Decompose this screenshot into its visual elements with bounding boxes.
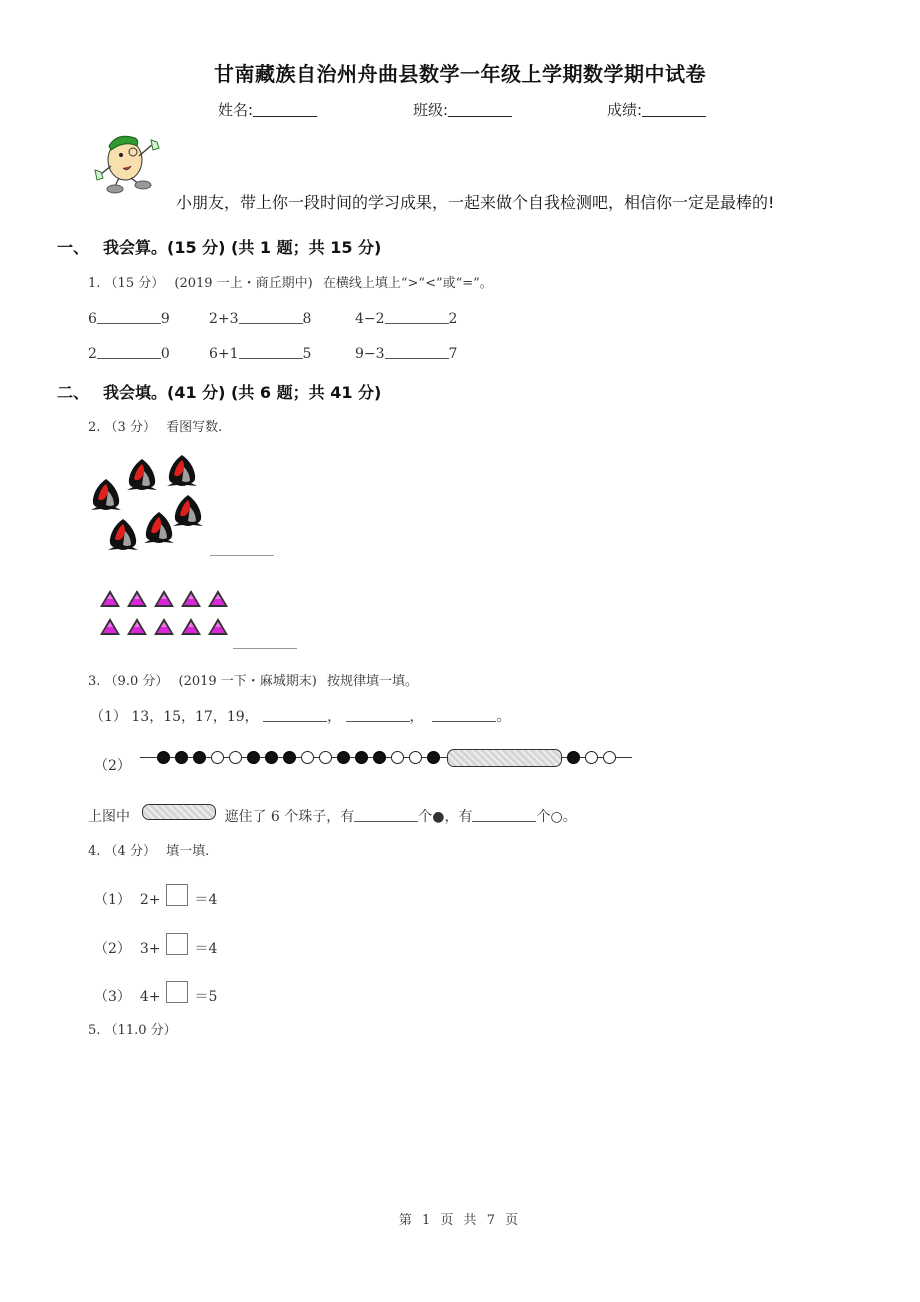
white-bead-icon [211,751,224,764]
q1-item-left: 4−2 [355,311,385,327]
q3-sequence-blank-3[interactable] [432,709,496,722]
q1-item-left: 6 [88,311,97,327]
q1-item-1-2 [209,311,311,327]
triangle-icon [181,590,201,607]
chestnut-icon [108,519,138,550]
triangle-group [98,587,233,639]
triangle-icon [181,618,201,635]
white-bead-icon [229,751,242,764]
q4-item-right: ＝4 [194,892,218,908]
q4-item-right: ＝4 [194,941,218,957]
white-bead-icon [301,751,314,764]
triangle-icon [208,618,228,635]
q3-part-1 [90,706,510,726]
name-field [218,99,317,120]
class-field [413,99,512,120]
q3-caption-white: 个○。 [536,809,577,825]
q1-label: 1. [88,276,101,291]
white-bead-icon [409,751,422,764]
name-label: 姓名: [218,101,254,119]
q2-text: 看图写数. [166,420,223,435]
question-4 [88,840,209,859]
question-1 [88,272,493,291]
q3-part1-sequence: 13，15，17，19， [131,709,259,725]
q5-score: （11.0 分） [104,1023,177,1038]
q3-caption [88,804,577,826]
class-label: 班级: [413,101,449,119]
score-label: 成绩: [607,101,643,119]
q3-part1-label: （1） [90,709,127,725]
q1-answer-blank[interactable] [385,311,449,324]
chestnut-group [88,455,213,555]
q3-sequence-blank-1[interactable] [263,709,327,722]
q1-item-right: 2 [448,311,458,327]
black-bead-icon [283,751,296,764]
q1-item-right: 8 [302,311,312,327]
q3-caption-middle: 遮住了 6 个珠子，有 [224,809,355,825]
separator: ， [327,709,342,725]
chestnut-icon [173,495,203,526]
section-1-number: 一、 [57,238,90,257]
q4-score: （4 分） [104,844,156,859]
separator: ， [409,709,424,725]
q3-text: 按规律填一填。 [327,674,419,689]
q4-label: 4. [88,844,101,859]
black-bead-icon [157,751,170,764]
q4-item-left: 4+ [139,989,161,1005]
q2-score: （3 分） [104,420,156,435]
q1-item-right: 5 [302,346,312,362]
answer-box[interactable] [166,981,188,1003]
triangle-icon [127,590,147,607]
answer-box[interactable] [166,933,188,955]
q2-label: 2. [88,420,101,435]
q1-item-1-3 [355,311,457,327]
q3-part2-label: （2） [94,758,131,774]
q1-item-left: 2 [88,346,97,362]
q3-score: （9.0 分） [104,674,169,689]
white-bead-icon [319,751,332,764]
cover-bar-icon [142,804,216,820]
q1-answer-blank[interactable] [239,311,303,324]
chestnut-icon [91,479,121,510]
name-blank[interactable] [253,102,317,117]
q4-item-2 [94,933,217,958]
q3-sequence-blank-2[interactable] [346,709,410,722]
q1-item-right: 0 [160,346,170,362]
black-bead-icon [265,751,278,764]
q1-source: (2019 一上・商丘期中) [174,276,313,291]
triangle-icon [154,590,174,607]
black-bead-icon [175,751,188,764]
q4-item-label: （3） [94,989,131,1005]
q1-answer-blank[interactable] [385,346,449,359]
q3-label: 3. [88,674,101,689]
q4-item-label: （2） [94,941,131,957]
black-bead-icon [567,751,580,764]
q1-item-right: 9 [160,311,170,327]
q1-answer-blank[interactable] [97,346,161,359]
black-bead-icon [337,751,350,764]
triangle-icon [208,590,228,607]
bead-string [140,749,632,767]
q1-item-1-1 [88,311,170,327]
q1-text: 在横线上填上“>“<”或“=”。 [322,276,493,291]
question-5 [88,1019,183,1038]
section-1-title: 我会算。(15 分) (共 1 题；共 15 分) [103,238,382,257]
black-bead-icon [373,751,386,764]
q1-answer-blank[interactable] [97,311,161,324]
chestnut-icon [127,459,157,490]
q1-answer-blank[interactable] [239,346,303,359]
black-bead-icon [427,751,440,764]
black-count-blank[interactable] [354,809,418,822]
q1-item-left: 9−3 [355,346,385,362]
section-1-heading [57,235,381,258]
q3-caption-black: 个●，有 [418,809,473,825]
white-count-blank[interactable] [472,809,536,822]
black-bead-icon [193,751,206,764]
q1-item-2-2 [209,346,311,362]
section-2-number: 二、 [57,383,90,402]
question-3 [88,670,418,689]
white-bead-icon [391,751,404,764]
q4-item-left: 3+ [139,941,161,957]
question-2 [88,416,222,435]
q1-score: （15 分） [104,276,165,291]
q3-source: (2019 一下・麻城期末) [178,674,317,689]
q2-answer-blank-2[interactable] [233,648,297,649]
q4-text: 填一填. [166,844,210,859]
intro-text: 小朋友，带上你一段时间的学习成果，一起来做个自我检测吧，相信你一定是最棒的! [176,193,775,212]
q1-item-left: 2+3 [209,311,239,327]
q1-item-right: 7 [448,346,458,362]
triangle-icon [100,618,120,635]
chestnut-icon [144,512,174,543]
black-bead-icon [247,751,260,764]
q3-caption-prefix: 上图中 [88,809,130,825]
triangle-icon [100,590,120,607]
exam-title: 甘南藏族自治州舟曲县数学一年级上学期数学期中试卷 [214,62,706,86]
q4-item-3 [94,981,217,1006]
q2-answer-blank-1[interactable] [210,555,274,556]
q1-item-2-3 [355,346,457,362]
cartoon-mascot-icon [93,130,169,196]
class-blank[interactable] [448,102,512,117]
answer-box[interactable] [166,884,188,906]
q4-item-label: （1） [94,892,131,908]
score-blank[interactable] [642,102,706,117]
triangle-icon [127,618,147,635]
score-field [607,99,706,120]
q5-label: 5. [88,1023,101,1038]
triangle-icon [154,618,174,635]
q4-item-1 [94,884,217,909]
bead-cover-bar [447,749,562,767]
q4-item-right: ＝5 [194,989,218,1005]
white-bead-icon [603,751,616,764]
black-bead-icon [355,751,368,764]
chestnut-icon [167,455,197,486]
page-number: 第 1 页 共 7 页 [398,1213,522,1228]
section-2-heading [57,380,381,403]
q1-item-left: 6+1 [209,346,239,362]
q1-item-2-1 [88,346,170,362]
period: 。 [496,709,511,725]
section-2-title: 我会填。(41 分) (共 6 题；共 41 分) [103,383,382,402]
q4-item-left: 2+ [139,892,161,908]
white-bead-icon [585,751,598,764]
